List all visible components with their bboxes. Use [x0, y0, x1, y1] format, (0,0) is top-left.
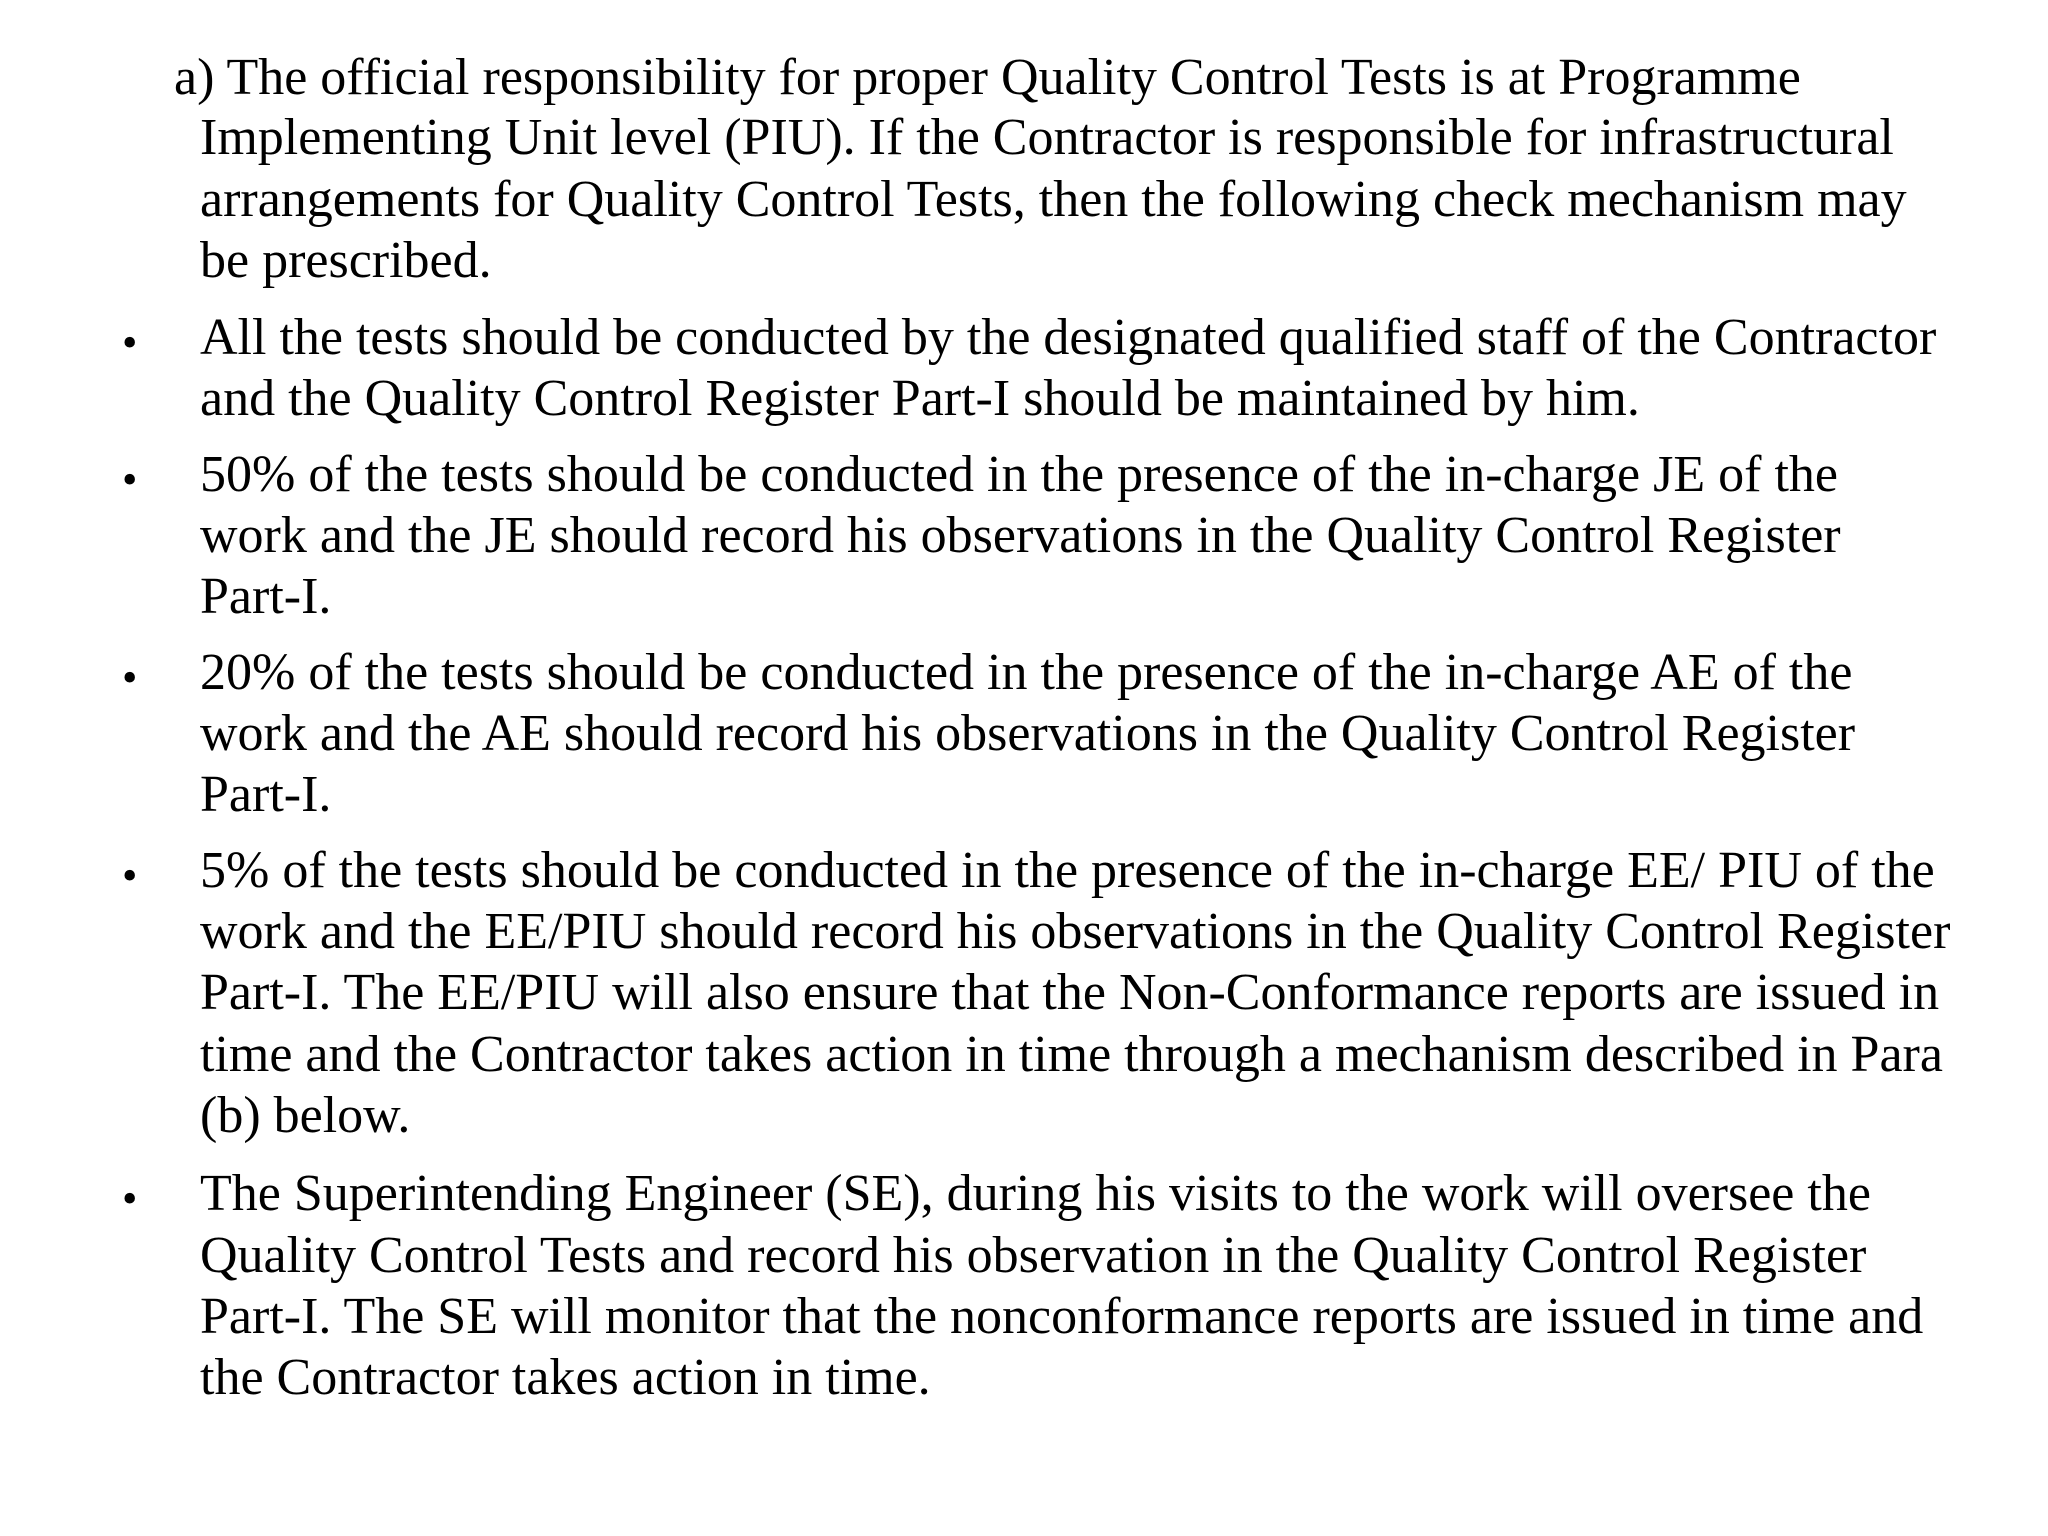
bullet-marker: • [122, 455, 138, 504]
bullet-line: work and the AE should record his observations in the Quality Control Register [200, 705, 1856, 762]
bullet-line: 50% of the tests should be conducted in the presence of the in-charge JE of the [200, 446, 1838, 503]
bullet-marker: • [122, 653, 138, 702]
bullet-line: 20% of the tests should be conducted in the presence of the in-charge AE of the [200, 644, 1853, 701]
bullet-marker: • [122, 851, 138, 900]
bullet-line: Part-I. The EE/PIU will also ensure that the Non-Conformance reports are issued in [200, 964, 1940, 1021]
bullet-line: Part-I. [200, 568, 332, 625]
bullet-line: and the Quality Control Register Part-I should be maintained by him. [200, 370, 1640, 427]
bullet-line: All the tests should be conducted by the designated qualified staff of the Contractor [200, 309, 1937, 366]
bullet-marker: • [122, 1174, 138, 1223]
intro-line: arrangements for Quality Control Tests, then the following check mechanism may [200, 171, 1907, 228]
bullet-line: Part-I. [200, 766, 332, 823]
intro-line: be prescribed. [200, 232, 492, 289]
bullet-line: work and the EE/PIU should record his observations in the Quality Control Register [200, 903, 1951, 960]
bullet-marker: • [122, 318, 138, 367]
bullet-line: The Superintending Engineer (SE), during his visits to the work will oversee the [200, 1165, 1871, 1222]
bullet-line: (b) below. [200, 1087, 411, 1144]
bullet-line: 5% of the tests should be conducted in the presence of the in-charge EE/ PIU of the [200, 842, 1935, 899]
bullet-line: the Contractor takes action in time. [200, 1349, 931, 1406]
bullet-line: work and the JE should record his observations in the Quality Control Register [200, 507, 1841, 564]
bullet-line: time and the Contractor takes action in time through a mechanism described in Para [200, 1026, 1943, 1083]
intro-line: a) The official responsibility for proper Quality Control Tests is at Programme [174, 49, 1801, 106]
bullet-line: Quality Control Tests and record his observation in the Quality Control Register [200, 1227, 1867, 1284]
bullet-line: Part-I. The SE will monitor that the nonconformance reports are issued in time and [200, 1288, 1924, 1345]
intro-line: Implementing Unit level (PIU). If the Contractor is responsible for infrastructural [200, 109, 1894, 166]
